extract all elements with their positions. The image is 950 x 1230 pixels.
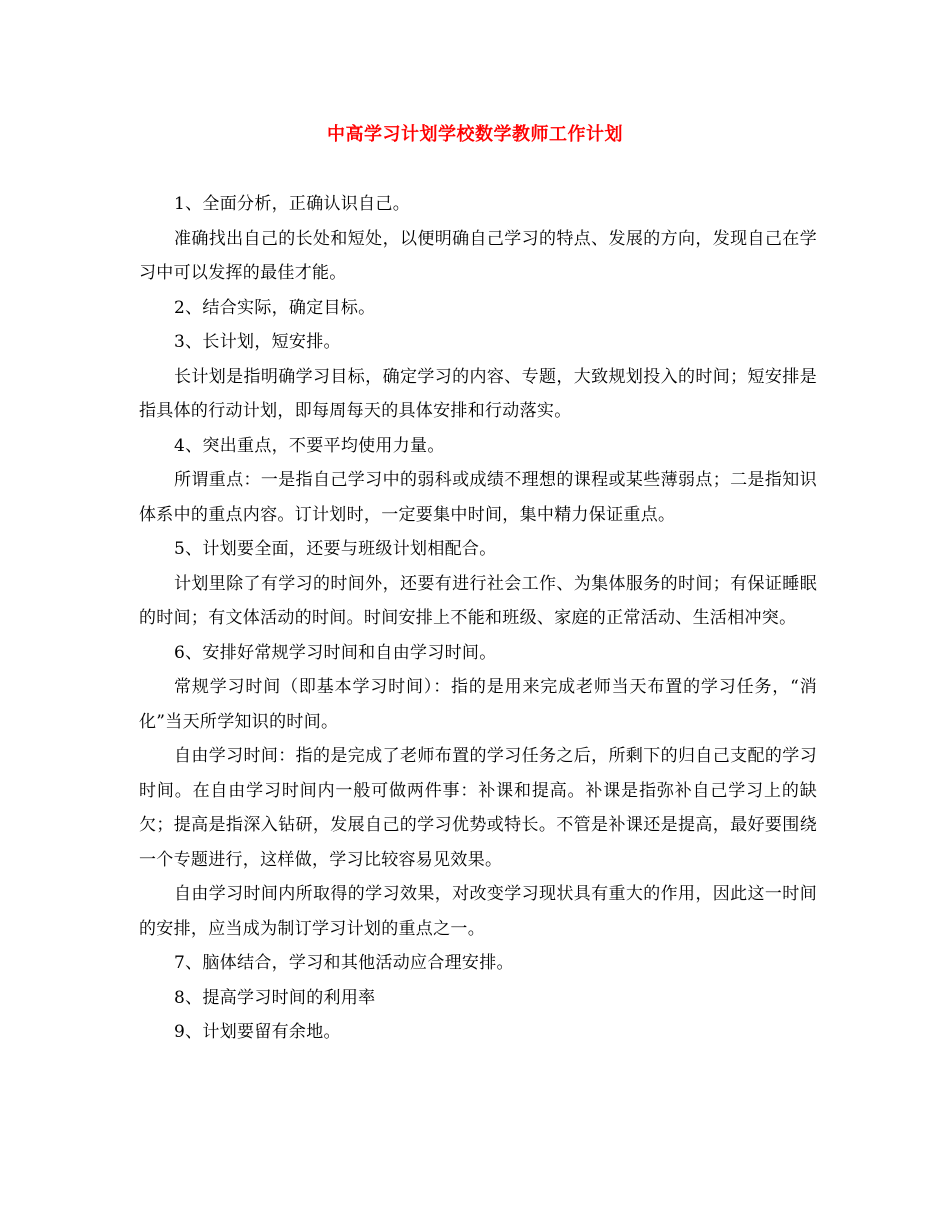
paragraph: 7、脑体结合，学习和其他活动应合理安排。 <box>174 953 514 973</box>
paragraph: 9、计划要留有余地。 <box>174 1022 341 1042</box>
paragraph: 自由学习时间：指的是完成了老师布置的学习任务之后，所剩下的归自己支配的学习时间。在自由学习时间内一般可做两件事：补课和提高。补课是指弥补自己学习上的缺欠；提高是指深入钻研，发展自己的学习优势或特长。不管是补课还是提高，最好要围绕一个专题进行，这样做，学习比较容易见效果。 <box>139 746 817 870</box>
paragraph: 所谓重点：一是指自己学习中的弱科或成绩不理想的课程或某些薄弱点；二是指知识体系中的重点内容。订计划时，一定要集中时间，集中精力保证重点。 <box>139 470 817 525</box>
paragraph: 4、突出重点，不要平均使用力量。 <box>174 435 445 456</box>
paragraph: 2、结合实际，确定目标。 <box>174 297 376 318</box>
paragraph: 计划里除了有学习的时间外，还要有进行社会工作、为集体服务的时间；有保证睡眠的时间；有文体活动的时间。时间安排上不能和班级、家庭的正常活动、生活相冲突。 <box>139 573 817 628</box>
document-title: 中高学习计划学校数学教师工作计划 <box>327 124 623 145</box>
paragraph: 8、提高学习时间的利用率 <box>174 987 376 1008</box>
paragraph: 3、长计划，短安排。 <box>174 332 341 352</box>
paragraph: 常规学习时间（即基本学习时间）：指的是用来完成老师当天布置的学习任务，“消化”当天所学知识的时间。 <box>139 677 817 732</box>
paragraph: 长计划是指明确学习目标，确定学习的内容、专题，大致规划投入的时间；短安排是指具体的行动计划，即每周每天的具体安排和行动落实。 <box>139 366 817 421</box>
document-body <box>139 187 817 1050</box>
paragraph: 1、全面分析，正确认识自己。 <box>174 194 411 214</box>
paragraph: 准确找出自己的长处和短处，以便明确自己学习的特点、发展的方向，发现自己在学习中可以发挥的最佳才能。 <box>139 228 817 283</box>
paragraph: 自由学习时间内所取得的学习效果，对改变学习现状具有重大的作用，因此这一时间的安排，应当成为制订学习计划的重点之一。 <box>139 884 817 939</box>
paragraph: 5、计划要全面，还要与班级计划相配合。 <box>174 539 497 559</box>
paragraph: 6、安排好常规学习时间和自由学习时间。 <box>174 642 497 663</box>
